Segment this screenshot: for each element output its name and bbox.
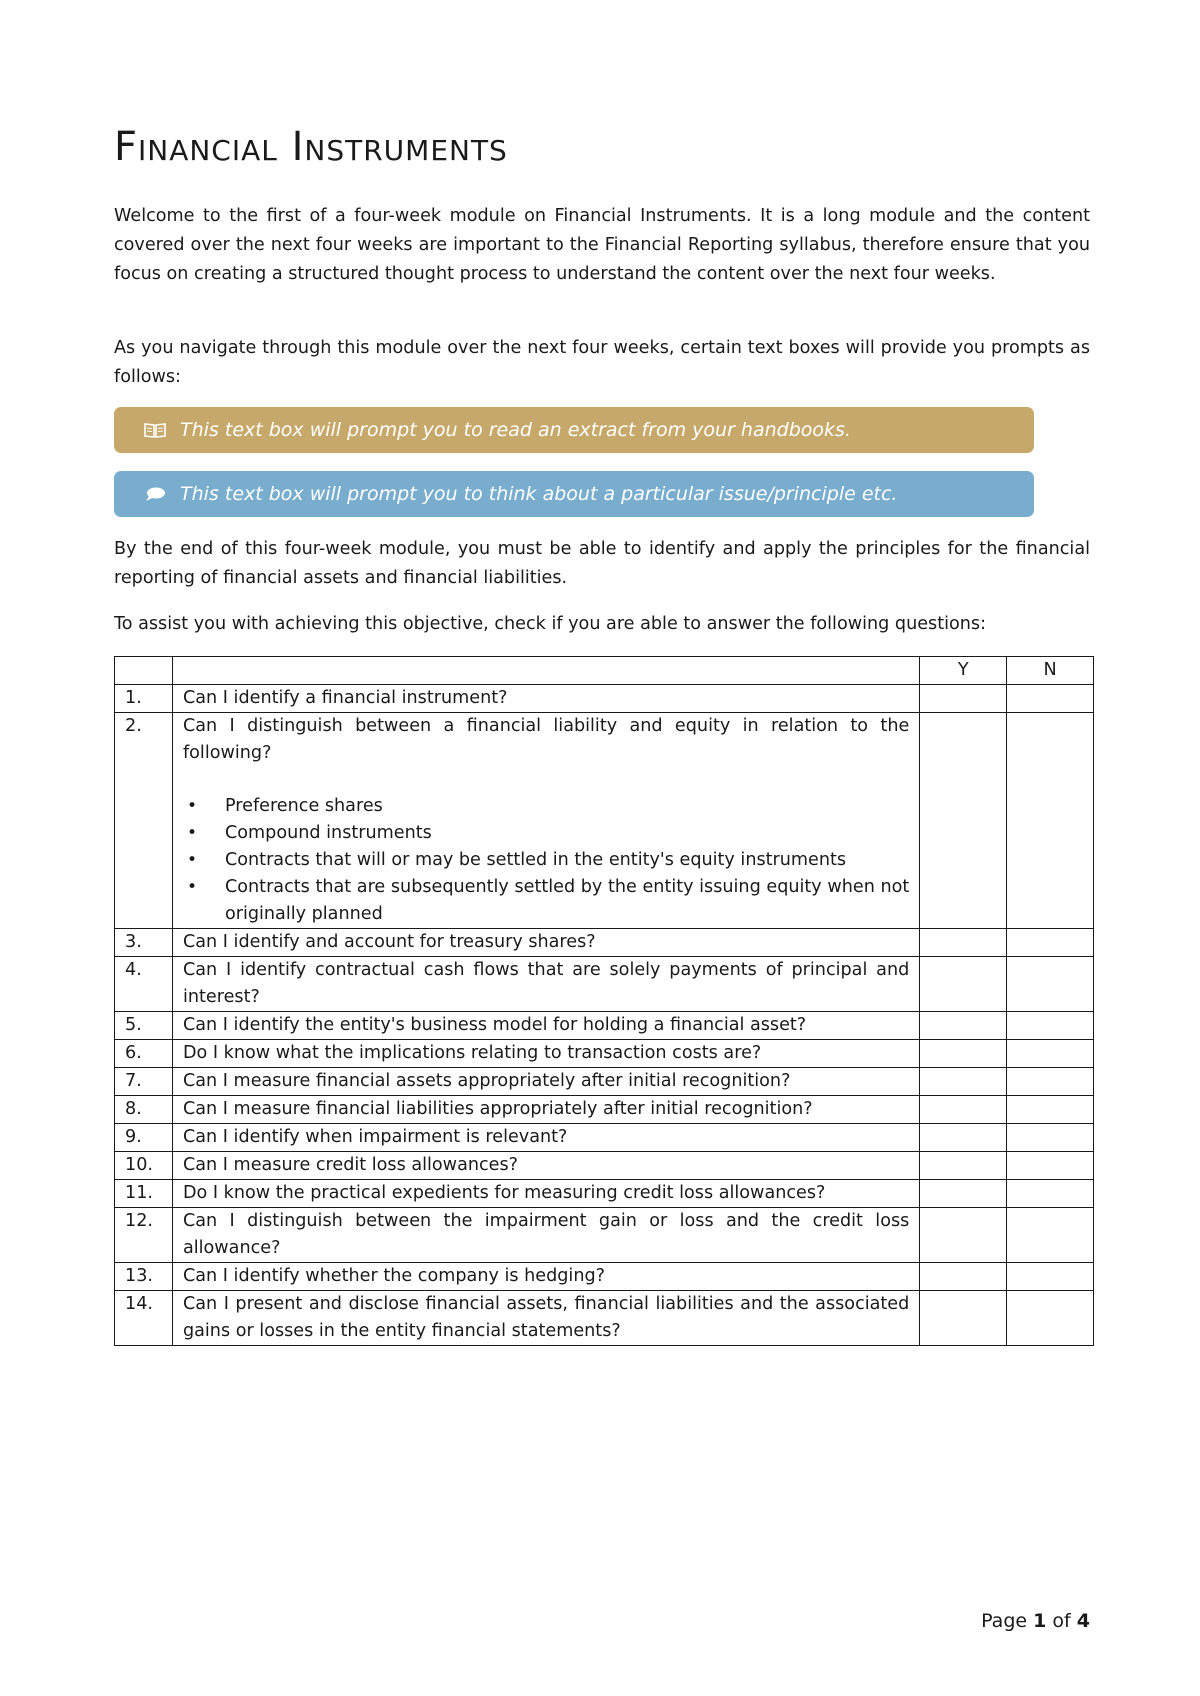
table-row (115, 1096, 1094, 1124)
row-number: 6. (115, 1040, 173, 1068)
table-row (115, 1263, 1094, 1291)
answer-yes-cell[interactable] (920, 1012, 1007, 1040)
row-number: 13. (115, 1263, 173, 1291)
document-page (114, 0, 1090, 1696)
question-text: Can I identify contractual cash flows that are solely payments of principal and interest? (182, 960, 910, 1007)
answer-no-cell[interactable] (1007, 1291, 1094, 1346)
bullet-item: • Compound instruments (225, 820, 909, 847)
row-number: 3. (115, 929, 173, 957)
answer-no-cell[interactable] (1007, 1263, 1094, 1291)
answer-no-cell[interactable] (1007, 1152, 1094, 1180)
row-number: 1. (115, 685, 173, 713)
answer-yes-cell[interactable] (920, 1152, 1007, 1180)
page-number: Page 1 of 4 (981, 1610, 1090, 1632)
row-number: 14. (115, 1291, 173, 1346)
question-text: Can I identify the entity's business model for holding a financial asset? (182, 1015, 807, 1035)
header-no: N (1007, 657, 1094, 685)
question-text: Can I measure credit loss allowances? (182, 1155, 518, 1175)
answer-no-cell[interactable] (1007, 929, 1094, 957)
answer-yes-cell[interactable] (920, 1068, 1007, 1096)
self-assessment-table (114, 656, 1094, 1346)
objective-paragraph: By the end of this four-week module, you must be able to identify and apply the principles for the financial reporting of financial assets and financial liabilities. (114, 539, 1090, 588)
answer-no-cell[interactable] (1007, 1068, 1094, 1096)
table-row (115, 1040, 1094, 1068)
row-number: 9. (115, 1124, 173, 1152)
bullet-item: • Contracts that are subsequently settled by the entity issuing equity when not originally planned (225, 874, 909, 928)
row-question (172, 1096, 919, 1124)
page-title: Financial Instruments (114, 124, 508, 170)
table-row (115, 685, 1094, 713)
row-question (172, 957, 919, 1012)
row-number: 5. (115, 1012, 173, 1040)
row-question (172, 1291, 919, 1346)
current-page: 1 (1033, 1610, 1047, 1632)
question-text: Can I identify when impairment is relevant? (182, 1127, 568, 1147)
answer-no-cell[interactable] (1007, 1040, 1094, 1068)
question-text: Can I measure financial assets appropriately after initial recognition? (182, 1071, 791, 1091)
answer-no-cell[interactable] (1007, 1180, 1094, 1208)
answer-no-cell[interactable] (1007, 685, 1094, 713)
row-question (172, 1263, 919, 1291)
row-question (172, 1152, 919, 1180)
question-text: Can I present and disclose financial assets, financial liabilities and the associated gains or losses in the entity financial statements? (182, 1294, 910, 1341)
answer-yes-cell[interactable] (920, 957, 1007, 1012)
prompts-paragraph: As you navigate through this module over the next four weeks, certain text boxes will provide you prompts as follows: (114, 338, 1090, 387)
checklist-intro-paragraph: To assist you with achieving this objective, check if you are able to answer the following questions: (114, 614, 987, 634)
speech-bubble-icon (144, 486, 166, 502)
answer-yes-cell[interactable] (920, 1040, 1007, 1068)
answer-no-cell[interactable] (1007, 713, 1094, 929)
answer-yes-cell[interactable] (920, 713, 1007, 929)
row-number: 11. (115, 1180, 173, 1208)
answer-yes-cell[interactable] (920, 1208, 1007, 1263)
question-text: Do I know the practical expedients for measuring credit loss allowances? (182, 1183, 826, 1203)
intro-paragraph: Welcome to the first of a four-week module on Financial Instruments. It is a long module and the content covered over the next four weeks are important to the Financial Reporting syllabus, therefore ensure that you focus on creating a structured thought process to understand the content over the next four weeks. (114, 206, 1090, 284)
answer-yes-cell[interactable] (920, 1263, 1007, 1291)
row-number: 2. (115, 713, 173, 929)
table-body (115, 685, 1094, 1346)
table-row (115, 1068, 1094, 1096)
think-prompt-box (114, 471, 1034, 517)
row-question (172, 685, 919, 713)
table-row (115, 713, 1094, 929)
question-text: Do I know what the implications relating to transaction costs are? (182, 1043, 762, 1063)
answer-yes-cell[interactable] (920, 1096, 1007, 1124)
header-num-cell (115, 657, 173, 685)
header-question-cell (172, 657, 919, 685)
table-row (115, 1152, 1094, 1180)
question-bullet-list (183, 793, 909, 928)
table-row (115, 1180, 1094, 1208)
think-prompt-text: This text box will prompt you to think about a particular issue/principle etc. (180, 483, 898, 505)
row-question (172, 713, 919, 929)
header-yes: Y (920, 657, 1007, 685)
row-number: 4. (115, 957, 173, 1012)
answer-yes-cell[interactable] (920, 1291, 1007, 1346)
row-question (172, 1040, 919, 1068)
read-prompt-box (114, 407, 1034, 453)
answer-no-cell[interactable] (1007, 957, 1094, 1012)
book-icon (144, 422, 166, 438)
row-number: 8. (115, 1096, 173, 1124)
answer-no-cell[interactable] (1007, 1208, 1094, 1263)
answer-yes-cell[interactable] (920, 685, 1007, 713)
read-prompt-text: This text box will prompt you to read an extract from your handbooks. (180, 419, 851, 441)
answer-yes-cell[interactable] (920, 929, 1007, 957)
table-row (115, 1291, 1094, 1346)
answer-no-cell[interactable] (1007, 1096, 1094, 1124)
question-text: Can I distinguish between the impairment gain or loss and the credit loss allowance? (182, 1211, 910, 1258)
row-question (172, 1124, 919, 1152)
table-row (115, 1208, 1094, 1263)
row-question (172, 1208, 919, 1263)
question-text: Can I identify and account for treasury shares? (182, 932, 596, 952)
row-number: 12. (115, 1208, 173, 1263)
bullet-item: • Contracts that will or may be settled in the entity's equity instruments (225, 847, 909, 874)
answer-yes-cell[interactable] (920, 1180, 1007, 1208)
question-text: Can I identify a financial instrument? (182, 688, 508, 708)
row-question (172, 1180, 919, 1208)
answer-yes-cell[interactable] (920, 1124, 1007, 1152)
question-text: Can I distinguish between a financial liability and equity in relation to the following? (182, 716, 910, 763)
question-text: Can I identify whether the company is hedging? (182, 1266, 605, 1286)
row-question (172, 929, 919, 957)
table-row (115, 1012, 1094, 1040)
question-text: Can I measure financial liabilities appropriately after initial recognition? (182, 1099, 813, 1119)
total-pages: 4 (1076, 1610, 1090, 1632)
bullet-item: • Preference shares (225, 793, 909, 820)
table-row (115, 957, 1094, 1012)
row-number: 10. (115, 1152, 173, 1180)
row-question (172, 1068, 919, 1096)
answer-no-cell[interactable] (1007, 1012, 1094, 1040)
table-row (115, 929, 1094, 957)
table-header-row (115, 657, 1094, 685)
row-number: 7. (115, 1068, 173, 1096)
row-question (172, 1012, 919, 1040)
table-row (115, 1124, 1094, 1152)
answer-no-cell[interactable] (1007, 1124, 1094, 1152)
